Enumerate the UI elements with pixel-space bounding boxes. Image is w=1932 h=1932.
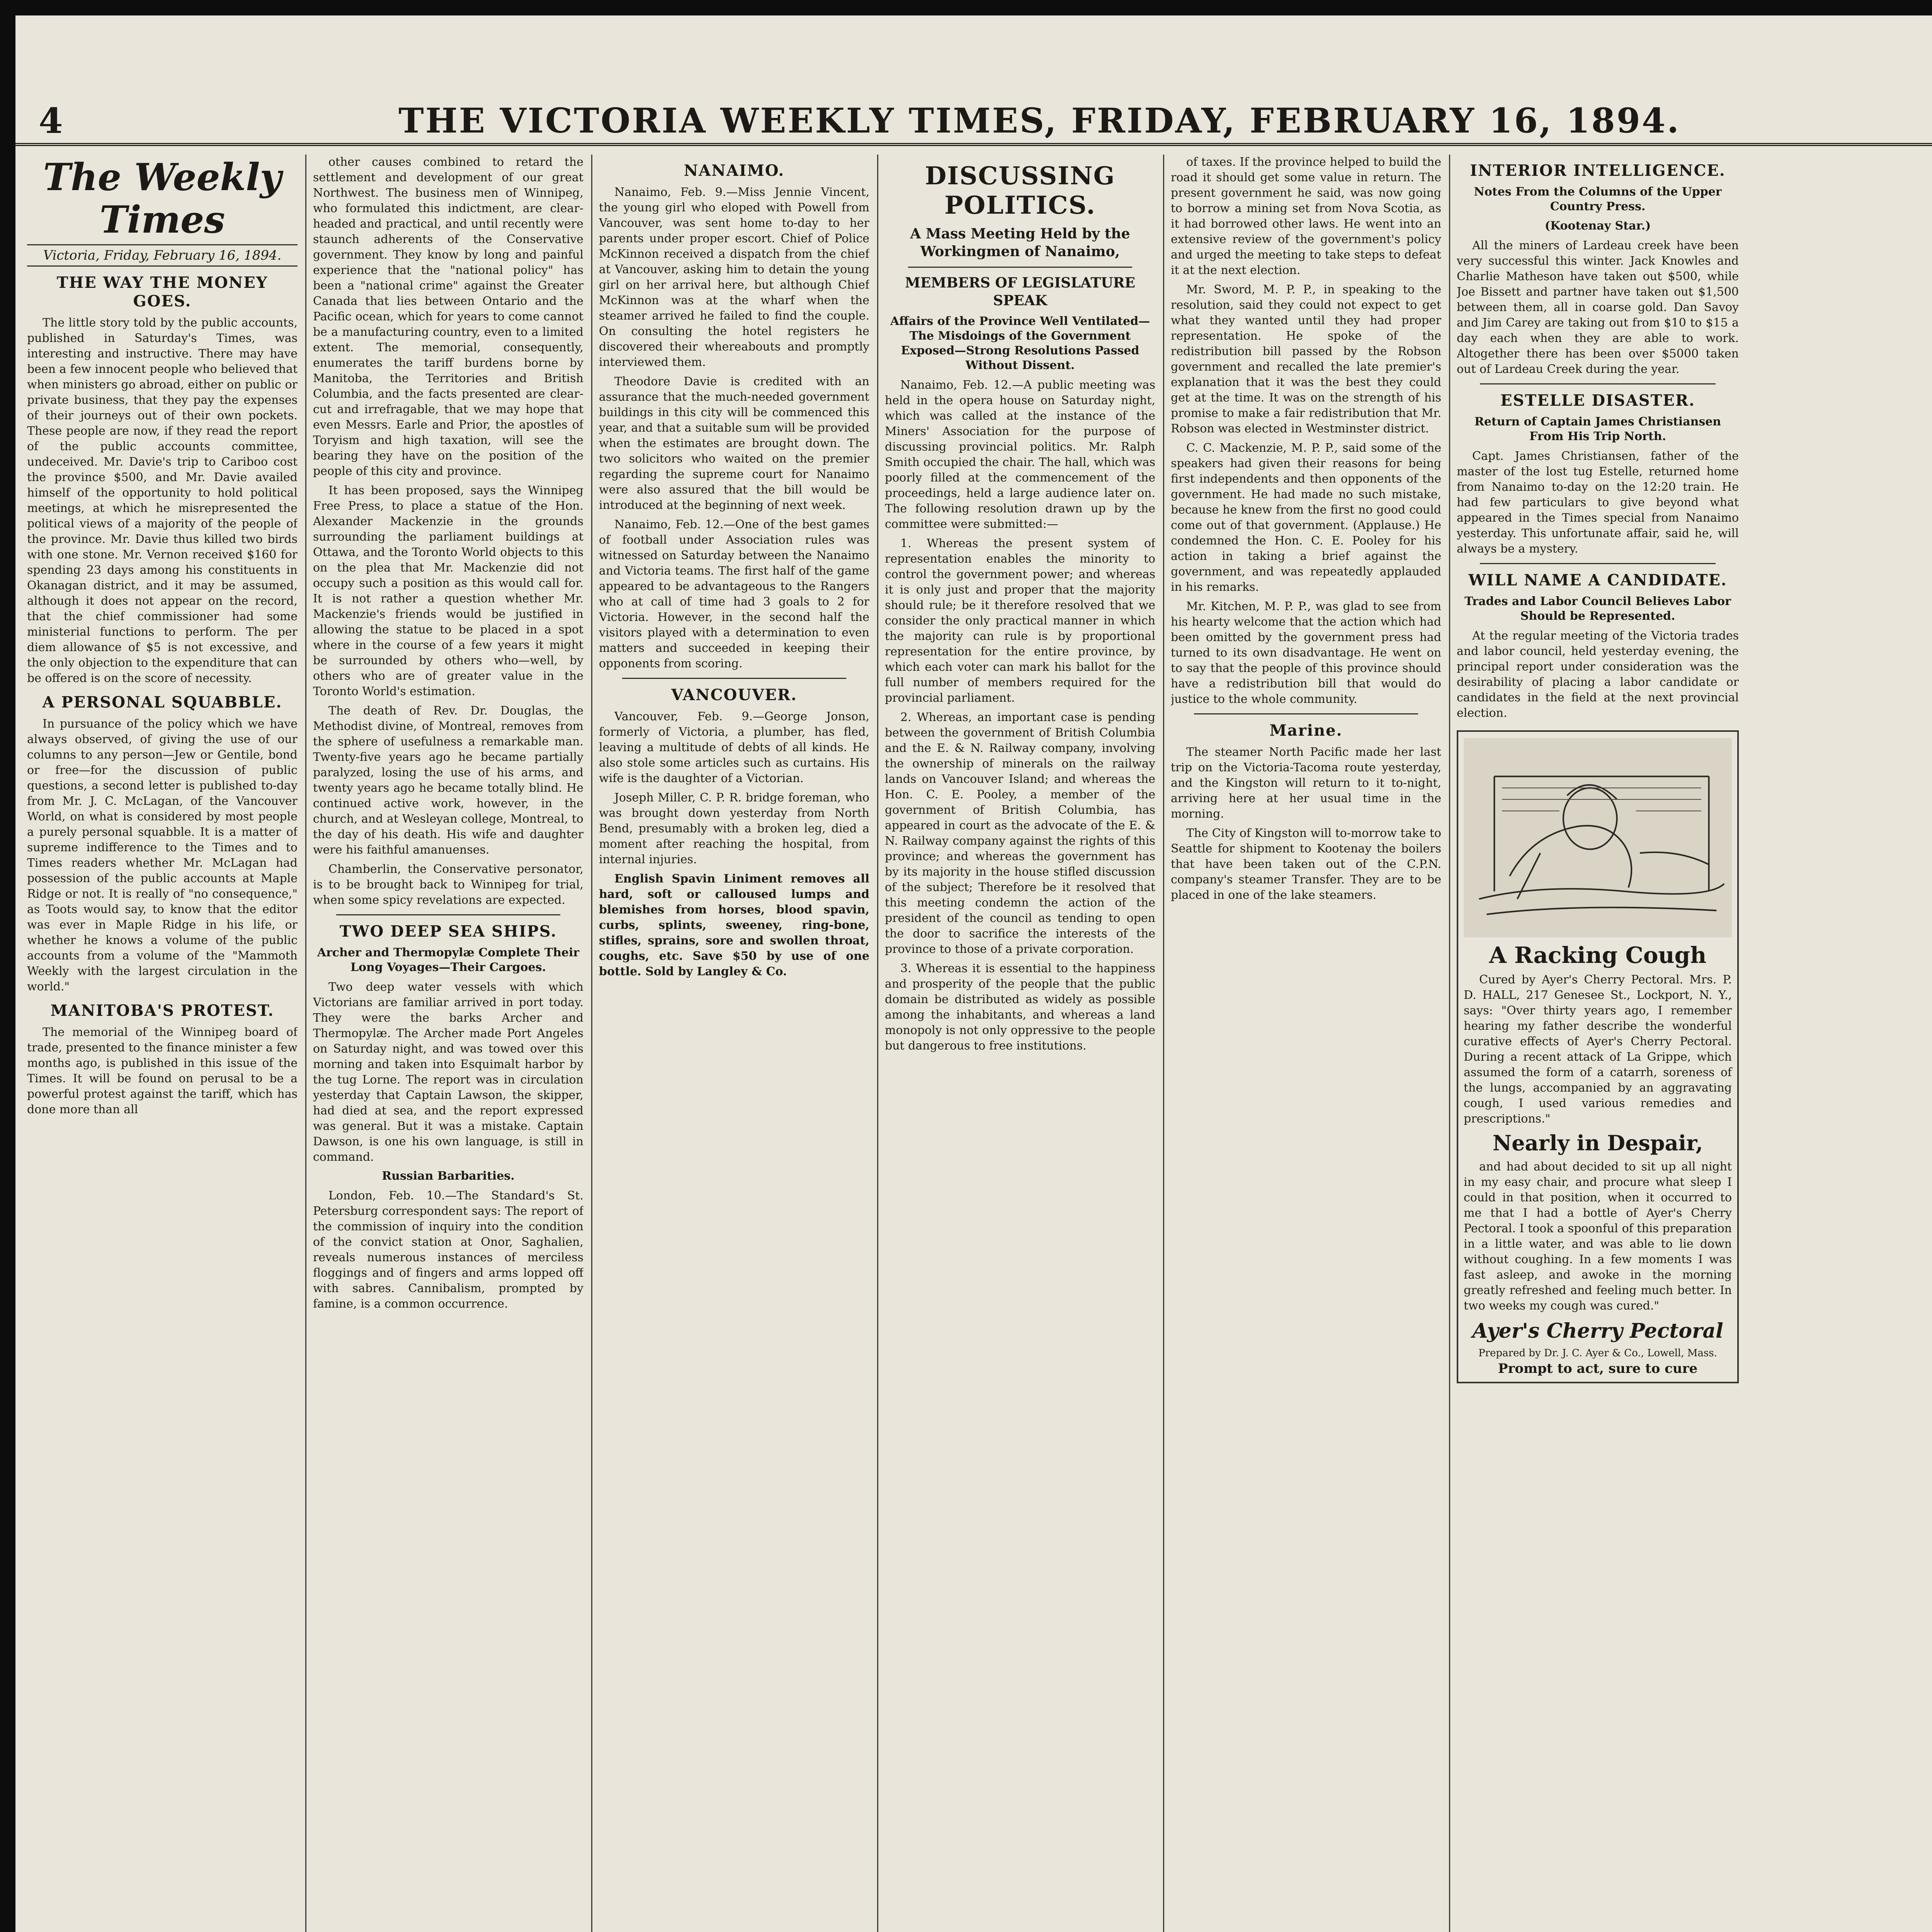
page-header bbox=[15, 15, 1932, 146]
article-paragraph: London, Feb. 10.—The Standard's St. Petersburg correspondent says: The report of the commission of inquiry into the condition of the convict station at Onor, Saghalien, reveals numerous instances of merciless floggings and of fingers and arms lopped off with sabres. Cannibalism, prompted by famine, is a common occurrence. bbox=[313, 1189, 583, 1311]
article-paragraph: Vancouver, Feb. 9.—George Jonson, formerly of Victoria, a plumber, has fled, leaving a multitude of debts of all kinds. He also stole some articles such as curtains. His wife is the daughter of a Victorian. bbox=[599, 710, 869, 785]
article-paragraph: The steamer North Pacific made her last trip on the Victoria-Tacoma route yesterday, and the Kingston will return to it to-night, arriving here at her usual time in the morning. bbox=[1171, 745, 1441, 821]
column-5 bbox=[1171, 155, 1441, 1932]
article-title: ESTELLE DISASTER. bbox=[1500, 391, 1695, 410]
newspaper-page bbox=[15, 15, 1932, 1932]
dateline: Victoria, Friday, February 16, 1894. bbox=[27, 244, 298, 267]
article-paragraph: Nanaimo, Feb. 12.—A public meeting was held in the opera house on Saturday night, which was called at the instance of the Miners' Association for the purpose of discussing provincial politics. Mr. Ralph Smith occupied the chair. The hall, which was poorly filled at the commencement of the proceedings, held a large audience later on. The following resolution drawn up by the committee were submitted:— bbox=[885, 378, 1155, 531]
article-title: A PERSONAL SQUABBLE. bbox=[42, 693, 282, 711]
ayers-cherry-pectoral-ad bbox=[1457, 730, 1739, 1383]
article-subtitle: Notes From the Columns of the Upper Country Press. bbox=[1474, 185, 1722, 213]
article-paragraph: The City of Kingston will to-morrow take to Seattle for shipment to Kootenay the boilers that have been taken out of the C.P.N. company's steamer Transfer. They are to be placed in one of the lake steamers. bbox=[1171, 827, 1441, 902]
article-paragraph: C. C. Mackenzie, M. P. P., said some of the speakers had given their reasons for being first independents and then opponents of the government. He had made no such mistake, because he knew from the first no good could come out of that government. (Applause.) He condemned the Hon. C. E. Pooley for his action in taking a brief against the government, and was repeatedly applauded in his remarks. bbox=[1171, 441, 1441, 594]
article-paragraph: 1. Whereas the present system of representation enables the minority to control the government power; and whereas it is only just and proper that the majority should rule; be it therefore resolved that we consider the only practical manner in which the majority can rule is by proportional representation for the entire province, by which each voter can mark his ballot for the full number of members required for the provincial parliament. bbox=[885, 537, 1155, 705]
article-title: TWO DEEP SEA SHIPS. bbox=[339, 922, 557, 940]
column-rule bbox=[591, 155, 592, 1932]
divider bbox=[1480, 563, 1716, 564]
article-subtitle: Archer and Thermopylæ Complete Their Long Voyages—Their Cargoes. bbox=[317, 946, 580, 974]
divider bbox=[1480, 383, 1716, 384]
article-paragraph: Capt. James Christiansen, father of the master of the lost tug Estelle, returned home from Nanaimo to-day on the 12:20 train. He had few particulars to give beyond what appeared in the Times special from Nanaimo yesterday. This unfortunate affair, said he, will always be a mystery. bbox=[1457, 449, 1739, 556]
spavin-liniment-ad: English Spavin Liniment removes all hard, soft or calloused lumps and blemishes from horses, blood spavin, curbs, splints, sweeney, ring-bone, stifles, sprains, sore and swollen throat, coughs, etc. Save $50 by use of one bottle. Sold by Langley & Co. bbox=[599, 872, 869, 978]
column-rule bbox=[1449, 155, 1450, 1932]
article-paragraph: Chamberlin, the Conservative personator, is to be brought back to Winnipeg for trial, when some spicy revelations are expected. bbox=[313, 862, 583, 907]
article-title: VANCOUVER. bbox=[671, 686, 797, 704]
article-subtitle: Affairs of the Province Well Ventilated—The Misdoings of the Government Exposed—Strong Resolutions Passed Without Dissent. bbox=[890, 315, 1150, 372]
article-paragraph: At the regular meeting of the Victoria trades and labor council, held yesterday evening, the principal report under consideration was the desirability of placing a labor candidate or candidates in the field at the next provincial election. bbox=[1457, 629, 1739, 720]
article-title: WILL NAME A CANDIDATE. bbox=[1468, 571, 1727, 589]
article-paragraph: The memorial of the Winnipeg board of trade, presented to the finance minister a few months ago, is published in this issue of the Times. It will be found on perusal to be a powerful protest against the tariff, which has done more than all bbox=[27, 1026, 298, 1116]
article-paragraph: It has been proposed, says the Winnipeg Free Press, to place a statue of the Hon. Alexander Mackenzie in the grounds surrounding the parliament buildings at Ottawa, and the Toronto World objects to this on the plea that Mr. Mackenzie did not occupy such a position as this would call for. It is not rather a question whether Mr. Mackenzie's friends would be justified in allowing the statue to be placed in a spot where in the course of a few years it might be surrounded by others who—well, by others who are of greater value in the Toronto World's estimation. bbox=[313, 484, 583, 698]
ad-brand: Ayer's Cherry Pectoral bbox=[1472, 1319, 1723, 1343]
column-6 bbox=[1457, 155, 1932, 1932]
article-subtitle: MEMBERS OF LEGISLATURE SPEAK bbox=[905, 275, 1136, 309]
column-rule bbox=[877, 155, 878, 1932]
divider bbox=[1194, 713, 1418, 714]
article-paragraph: All the miners of Lardeau creek have been very successful this winter. Jack Knowles and Charlie Matheson have taken out $500, while Joe Bissett and partner have taken out $1,500 between them, all in coarse gold. Dan Savoy and Jim Carey are taking out from $10 to $15 a day each when they are able to work. Altogether there has been over $5000 taken out of Lardeau Creek during the year. bbox=[1457, 239, 1739, 376]
article-title: Russian Barbarities. bbox=[382, 1169, 515, 1183]
paper-nameplate: The Weekly Times bbox=[43, 155, 282, 242]
article-paragraph: Nanaimo, Feb. 12.—One of the best games of football under Association rules was witnessed on Saturday between the Nanaimo and Victoria teams. The first half of the game appeared to be advantageous to the Rangers who at call of time had 3 goals to 2 for Victoria. However, in the second half the visitors played with a determination to even matters and succeeded in keeping their opponents from scoring. bbox=[599, 518, 869, 670]
column-rule bbox=[1163, 155, 1164, 1932]
divider bbox=[622, 678, 846, 679]
article-paragraph: 3. Whereas it is essential to the happiness and prosperity of the people that the public domain be distributed as widely as possible among the inhabitants, and whereas a land monopoly is not only oppressive to the people but dangerous to free institutions. bbox=[885, 962, 1155, 1053]
article-paragraph: Two deep water vessels with which Victorians are familiar arrived in port today. They were the barks Archer and Thermopylæ. The Archer made Port Angeles on Saturday night, and was towed over this morning and taken into Esquimalt harbor by the tug Lorne. The report was in circulation yesterday that Captain Lawson, the skipper, had died at sea, and the report expressed was general. But it was a mistake. Captain Dawson, is one his own language, is still in command. bbox=[313, 980, 583, 1164]
article-title: INTERIOR INTELLIGENCE. bbox=[1470, 162, 1726, 180]
column-4 bbox=[885, 155, 1155, 1932]
article-title: Marine. bbox=[1269, 721, 1343, 740]
ad-paragraph: Cured by Ayer's Cherry Pectoral. Mrs. P. D. HALL, 217 Genesee St., Lockport, N. Y., says: "Over thirty years ago, I remember hearing my father describe the wonderful curative effects of Ayer's Cherry Pectoral. During a recent attack of La Grippe, which assumed the form of a catarrh, soreness of the lungs, accompanied by an aggravating cough, I used various remedies and prescriptions." bbox=[1464, 973, 1732, 1126]
article-paragraph: The little story told by the public accounts, published in Saturday's Times, was interesting and instructive. There may have been a few innocent people who believed that when ministers go abroad, either on public or private business, that they pay the expenses of their journeys out of their own pockets. These people are now, if they read the report of the public accounts committee, undeceived. Mr. Davie's trip to Cariboo cost the province $500, and Mr. Davie availed himself of the opportunity to hold political meetings, at which he misrepresented the political views of a majority of the people of the province. Mr. Davie thus killed two birds with one stone. Mr. Vernon received $160 for spending 23 days among his constituents in Okanagan district, and it may be assumed, although it does not appear on the record, that the chief commissioner had some ministerial functions to perform. The per diem allowance of $5 is not excessive, and the only objection to the expenditure that can be offered is on the score of necessity. bbox=[27, 316, 298, 685]
columns bbox=[27, 155, 1932, 1932]
page-number: 4 bbox=[39, 100, 63, 141]
article-title: THE WAY THE MONEY GOES. bbox=[56, 274, 268, 310]
ad-paragraph: and had about decided to sit up all night in my easy chair, and procure what sleep I could in that position, when it occurred to me that I had a bottle of Ayer's Cherry Pectoral. I took a spoonful of this preparation in a little water, and was able to lie down without coughing. In a few moments I was fast asleep, and awoke in the morning greatly refreshed and feeling much better. In two weeks my cough was cured." bbox=[1464, 1160, 1732, 1313]
article-paragraph: In pursuance of the policy which we have always observed, of giving the use of our columns to any person—Jew or Gentile, bond or free—for the discussion of public questions, a second letter is published to-day from Mr. J. C. McLagan, of the Vancouver World, on what is considered by most people a purely personal squabble. It is a matter of supreme indifference to the Times and to Times readers whether Mr. McLagan had possession of the public accounts at Maple Ridge or not. It is really of "no consequence," as Toots would say, to know that the editor was ever in Maple Ridge in his life, or whether he knows a volume of the public accounts from a volume of the "Mammoth Weekly with the largest circulation in the world." bbox=[27, 717, 298, 993]
ad-tagline: Prompt to act, sure to cure bbox=[1498, 1361, 1698, 1376]
article-subtitle: Return of Captain James Christiansen From His Trip North. bbox=[1474, 415, 1721, 443]
article-title: DISCUSSING POLITICS. bbox=[925, 162, 1116, 220]
article-paragraph: Mr. Kitchen, M. P. P., was glad to see from his hearty welcome that the action which had been omitted by the government press had turned to its own disadvantage. He went on to say that the people of this province should have a redistribution bill that would do justice to the whole community. bbox=[1171, 600, 1441, 706]
article-paragraph: of taxes. If the province helped to build the road it should get some value in return. The present government he said, was now going to borrow a mining set from Nova Scotia, as it had borrowed other laws. He went into an extensive review of the government's policy and urged the meeting to take steps to defeat it at the next election. bbox=[1171, 155, 1441, 277]
column-1 bbox=[27, 155, 298, 1932]
article-paragraph: other causes combined to retard the settlement and development of our great Northwest. The business men of Winnipeg, who formulated this indictment, are clear-headed and practical, and until recently were staunch adherents of the Conservative government. They know by long and painful experience that the "national policy" has been a "national crime" against the Greater Canada that lies between Ontario and the Pacific ocean, which for years to come cannot be a manufacturing country, even to a limited extent. The memorial, consequently, enumerates the tariff burdens borne by Manitoba, the Territories and British Columbia, and the facts presented are clear-cut and irrefragable, that we may hope that even Messrs. Earle and Prior, the apostles of Toryism and high taxation, will see the bearing they have on the position of the people of this city and province. bbox=[313, 155, 583, 478]
ad-maker: Prepared by Dr. J. C. Ayer & Co., Lowell, Mass. bbox=[1478, 1347, 1717, 1359]
column-6-text bbox=[1457, 155, 1739, 1383]
divider bbox=[908, 267, 1132, 268]
column-2 bbox=[313, 155, 583, 1932]
article-subtitle: Trades and Labor Council Believes Labor Should be Represented. bbox=[1464, 595, 1731, 623]
column-rule bbox=[305, 155, 306, 1932]
column-3 bbox=[599, 155, 869, 1932]
article-subtitle: A Mass Meeting Held by the Workingmen of Nanaimo, bbox=[910, 226, 1130, 260]
article-source: (Kootenay Star.) bbox=[1544, 219, 1651, 233]
article-paragraph: 2. Whereas, an important case is pending between the government of British Columbia and the E. & N. Railway company, involving the ownership of minerals on the railway lands on Vancouver Island; and whereas the Hon. C. E. Pooley, a member of the government of British Columbia, has appeared in court as the advocate of the E. & N. Railway company against the rights of this province; and whereas the government has by its majority in the house stifled discussion of the subject; Therefore be it resolved that this meeting condemn the action of the president of the council as tending to open the door to sacrifice the interests of the province to those of a private corporation. bbox=[885, 711, 1155, 956]
article-paragraph: Nanaimo, Feb. 9.—Miss Jennie Vincent, the young girl who eloped with Powell from Vancouver, was sent home to-day to her parents under proper escort. Chief of Police McKinnon received a dispatch from the chief at Vancouver, asking him to detain the young girl on her arrival here, but although Chief McKinnon was at the wharf when the steamer arrived he failed to find the couple. On consulting the hotel registers he discovered their whereabouts and promptly interviewed them. bbox=[599, 185, 869, 369]
article-paragraph: Theodore Davie is credited with an assurance that the much-needed government buildings in this city will be commenced this year, and that a suitable sum will be provided when the estimates are brought down. The two solicitors who waited on the premier regarding the supreme court for Nanaimo were also assured that the bill would be introduced at the beginning of next week. bbox=[599, 375, 869, 512]
ad-headline: A Racking Cough bbox=[1489, 942, 1707, 968]
ad-subheadline: Nearly in Despair, bbox=[1492, 1131, 1703, 1155]
article-paragraph: Joseph Miller, C. P. R. bridge foreman, who was brought down yesterday from North Bend, presumably with a broken leg, died a moment after reaching the hospital, from internal injuries. bbox=[599, 791, 869, 866]
article-paragraph: Mr. Sword, M. P. P., in speaking to the resolution, said they could not expect to get what they wanted until they had proper representation. He spoke of the redistribution bill passed by the Robson government and recalled the late premier's explanation that it was the best they could get at the time. It was on the strength of his promise to make a fair redistribution that Mr. Robson was elected in Westminster district. bbox=[1171, 283, 1441, 435]
article-title: MANITOBA'S PROTEST. bbox=[50, 1002, 274, 1020]
article-title: NANAIMO. bbox=[684, 162, 785, 180]
article-paragraph: The death of Rev. Dr. Douglas, the Methodist divine, of Montreal, removes from the sphere of usefulness a remarkable man. Twenty-five years ago he became partially paralyzed, losing the use of his arms, and twenty years ago he became totally blind. He continued active work, however, in the church, and at Wesleyan college, Montreal, to the day of his death. His wife and daughter were his faithful amanuenses. bbox=[313, 704, 583, 857]
running-header: THE VICTORIA WEEKLY TIMES, FRIDAY, FEBRUARY 16, 1894. bbox=[398, 100, 1680, 141]
sick-woman-illustration bbox=[1464, 737, 1732, 938]
divider bbox=[336, 914, 560, 915]
